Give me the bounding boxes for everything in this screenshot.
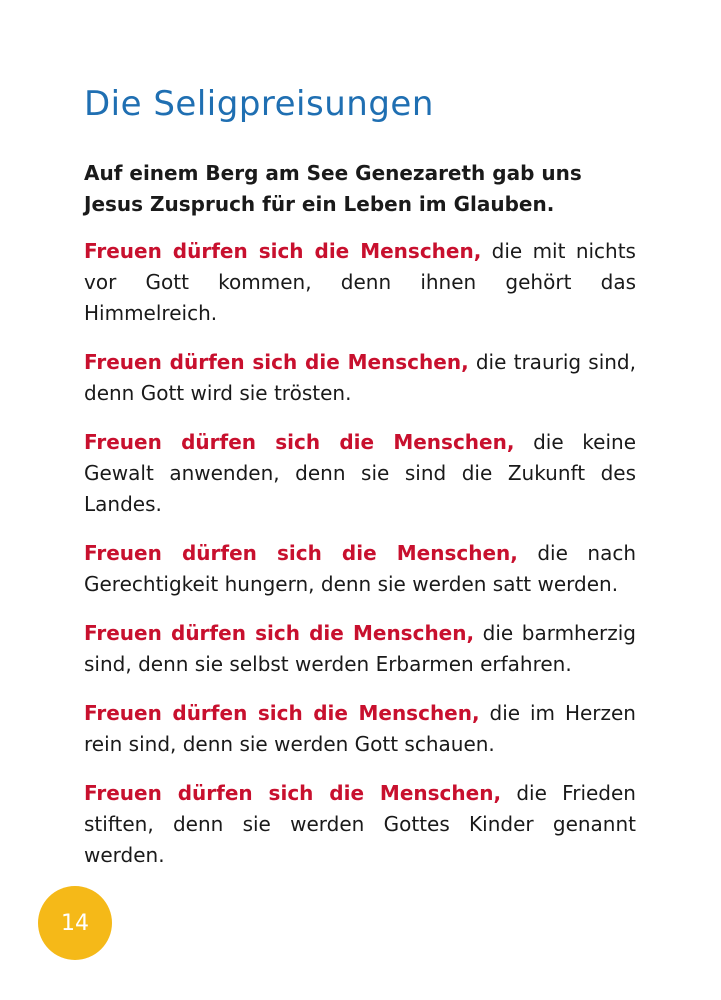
beatitude-lead: Freuen dürfen sich die Menschen,	[84, 781, 502, 805]
beatitude-text: die Frieden stiften, denn sie werden Gottes Kinder genannt werden.	[84, 781, 636, 867]
beatitude-5	[84, 618, 636, 680]
beatitude-lead: Freuen dürfen sich die Menschen,	[84, 701, 480, 725]
beatitude-1	[84, 236, 636, 329]
beatitude-lead: Freuen dürfen sich die Menschen,	[84, 430, 515, 454]
beatitude-lead: Freuen dürfen sich die Menschen,	[84, 541, 518, 565]
page-title: Die Seligpreisungen	[84, 84, 434, 124]
beatitude-text: die keine Gewalt anwenden, denn sie sind die Zukunft des Landes.	[84, 430, 636, 516]
beatitude-text: die traurig sind, denn Gott wird sie trösten.	[84, 350, 636, 405]
beatitude-6	[84, 698, 636, 760]
beatitude-text: die mit nichts vor Gott kommen, denn ihnen gehört das Himmelreich.	[84, 239, 636, 325]
beatitudes-list	[84, 236, 636, 889]
beatitude-4	[84, 538, 636, 600]
beatitude-lead: Freuen dürfen sich die Menschen,	[84, 239, 482, 263]
intro-paragraph: Auf einem Berg am See Genezareth gab uns Jesus Zuspruch für ein Leben im Glauben.	[84, 161, 582, 216]
beatitude-2	[84, 347, 636, 409]
beatitude-7	[84, 778, 636, 871]
beatitude-text: die barmherzig sind, denn sie selbst werden Erbarmen erfahren.	[84, 621, 637, 676]
page-number: 14	[61, 910, 89, 936]
beatitude-text: die nach Gerechtigkeit hungern, denn sie werden satt werden.	[84, 541, 636, 596]
beatitude-text: die im Herzen rein sind, denn sie werden Gott schauen.	[84, 701, 636, 756]
page-number-badge	[38, 886, 112, 960]
beatitude-lead: Freuen dürfen sich die Menschen,	[84, 350, 469, 374]
beatitude-lead: Freuen dürfen sich die Menschen,	[84, 621, 475, 645]
beatitude-3	[84, 427, 636, 520]
